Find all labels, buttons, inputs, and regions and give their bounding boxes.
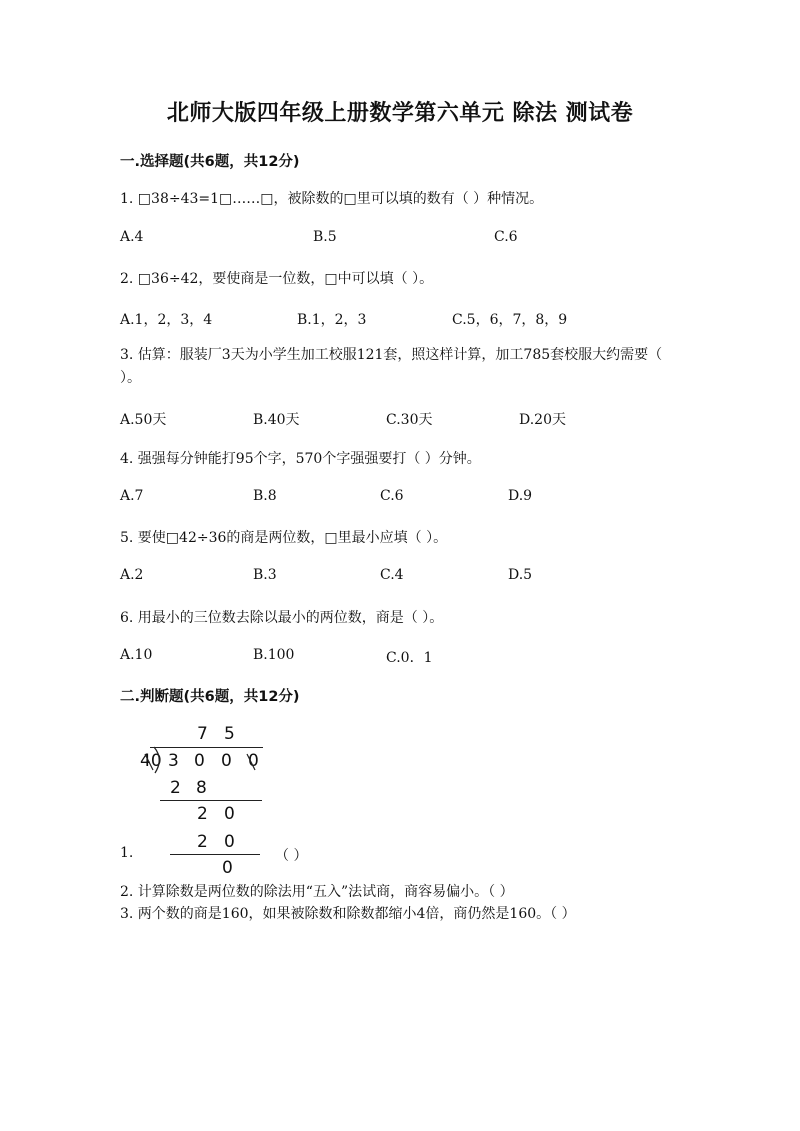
page-title: 北师大版四年级上册数学第六单元 除法 测试卷: [166, 101, 634, 126]
subtraction-line: [160, 800, 262, 801]
cancel-mark-icon: [143, 752, 155, 772]
option-3a: A.50天: [120, 412, 167, 428]
judgment-3: 3. 两个数的商是160，如果被除数和除数都缩小4倍，商仍然是160。（ ）: [120, 906, 576, 922]
remainder: 0: [222, 858, 233, 878]
question-2: 2. □36÷42，要使商是一位数，□中可以填（ ）。: [120, 271, 434, 287]
dividend-digit: 0: [248, 751, 259, 771]
option-6b: B.100: [253, 647, 295, 663]
dividend-digit: 3: [168, 751, 179, 771]
option-3c: C.30天: [386, 412, 433, 428]
option-2b: B.1，2，3: [297, 312, 367, 328]
product-digit: 8: [196, 778, 207, 798]
quotient-digit: 7: [197, 724, 208, 744]
question-4: 4. 强强每分钟能打95个字，570个字强强要打（ ）分钟。: [120, 451, 481, 467]
option-5b: B.3: [253, 567, 277, 583]
option-5c: C.4: [380, 567, 404, 583]
option-1c: C.6: [494, 229, 518, 245]
option-4b: B.8: [253, 488, 277, 504]
option-2a: A.1，2，3，4: [120, 312, 213, 328]
partial-digit: 0: [224, 804, 235, 824]
option-3d: D.20天: [519, 412, 566, 428]
section-heading-choice: 一.选择题(共6题，共12分): [120, 154, 300, 170]
product-digit: 2: [170, 778, 181, 798]
cancel-mark-icon: [245, 752, 257, 772]
question-1: 1. □38÷43=1□……□，被除数的□里可以填的数有（ ）种情况。: [120, 191, 544, 207]
option-1b: B.5: [313, 229, 337, 245]
product-digit: 2: [197, 832, 208, 852]
dividend-digit: 0: [194, 751, 205, 771]
question-6: 6. 用最小的三位数去除以最小的两位数，商是（ ）。: [120, 610, 444, 626]
option-4d: D.9: [508, 488, 533, 504]
product-digit: 0: [224, 832, 235, 852]
quotient-digit: 5: [224, 724, 235, 744]
option-1a: A.4: [120, 229, 144, 245]
dividend-digit: 0: [221, 751, 232, 771]
section-heading-judgment: 二.判断题(共6题，共12分): [120, 689, 300, 705]
option-6c: C.0．1: [386, 650, 433, 666]
judgment-1-answer-paren: （ ）: [275, 848, 308, 864]
divisor: 40: [140, 751, 162, 771]
judgment-1-number: 1.: [120, 845, 134, 861]
subtraction-line: [170, 854, 260, 855]
option-2c: C.5，6，7，8，9: [452, 312, 568, 328]
option-4a: A.7: [120, 488, 144, 504]
option-6a: A.10: [120, 647, 153, 663]
question-3: 3. 估算：服装厂3天为小学生加工校服121套，照这样计算，加工785套校服大约需要（ ）。: [120, 347, 663, 386]
option-5a: A.2: [120, 567, 144, 583]
partial-digit: 2: [197, 804, 208, 824]
division-bar: [150, 747, 263, 748]
option-5d: D.5: [508, 567, 533, 583]
question-5: 5. 要使□42÷36的商是两位数，□里最小应填（ ）。: [120, 530, 448, 546]
option-4c: C.6: [380, 488, 404, 504]
judgment-2: 2. 计算除数是两位数的除法用“五入”法试商，商容易偏小。（ ）: [120, 884, 514, 900]
option-3b: B.40天: [253, 412, 300, 428]
